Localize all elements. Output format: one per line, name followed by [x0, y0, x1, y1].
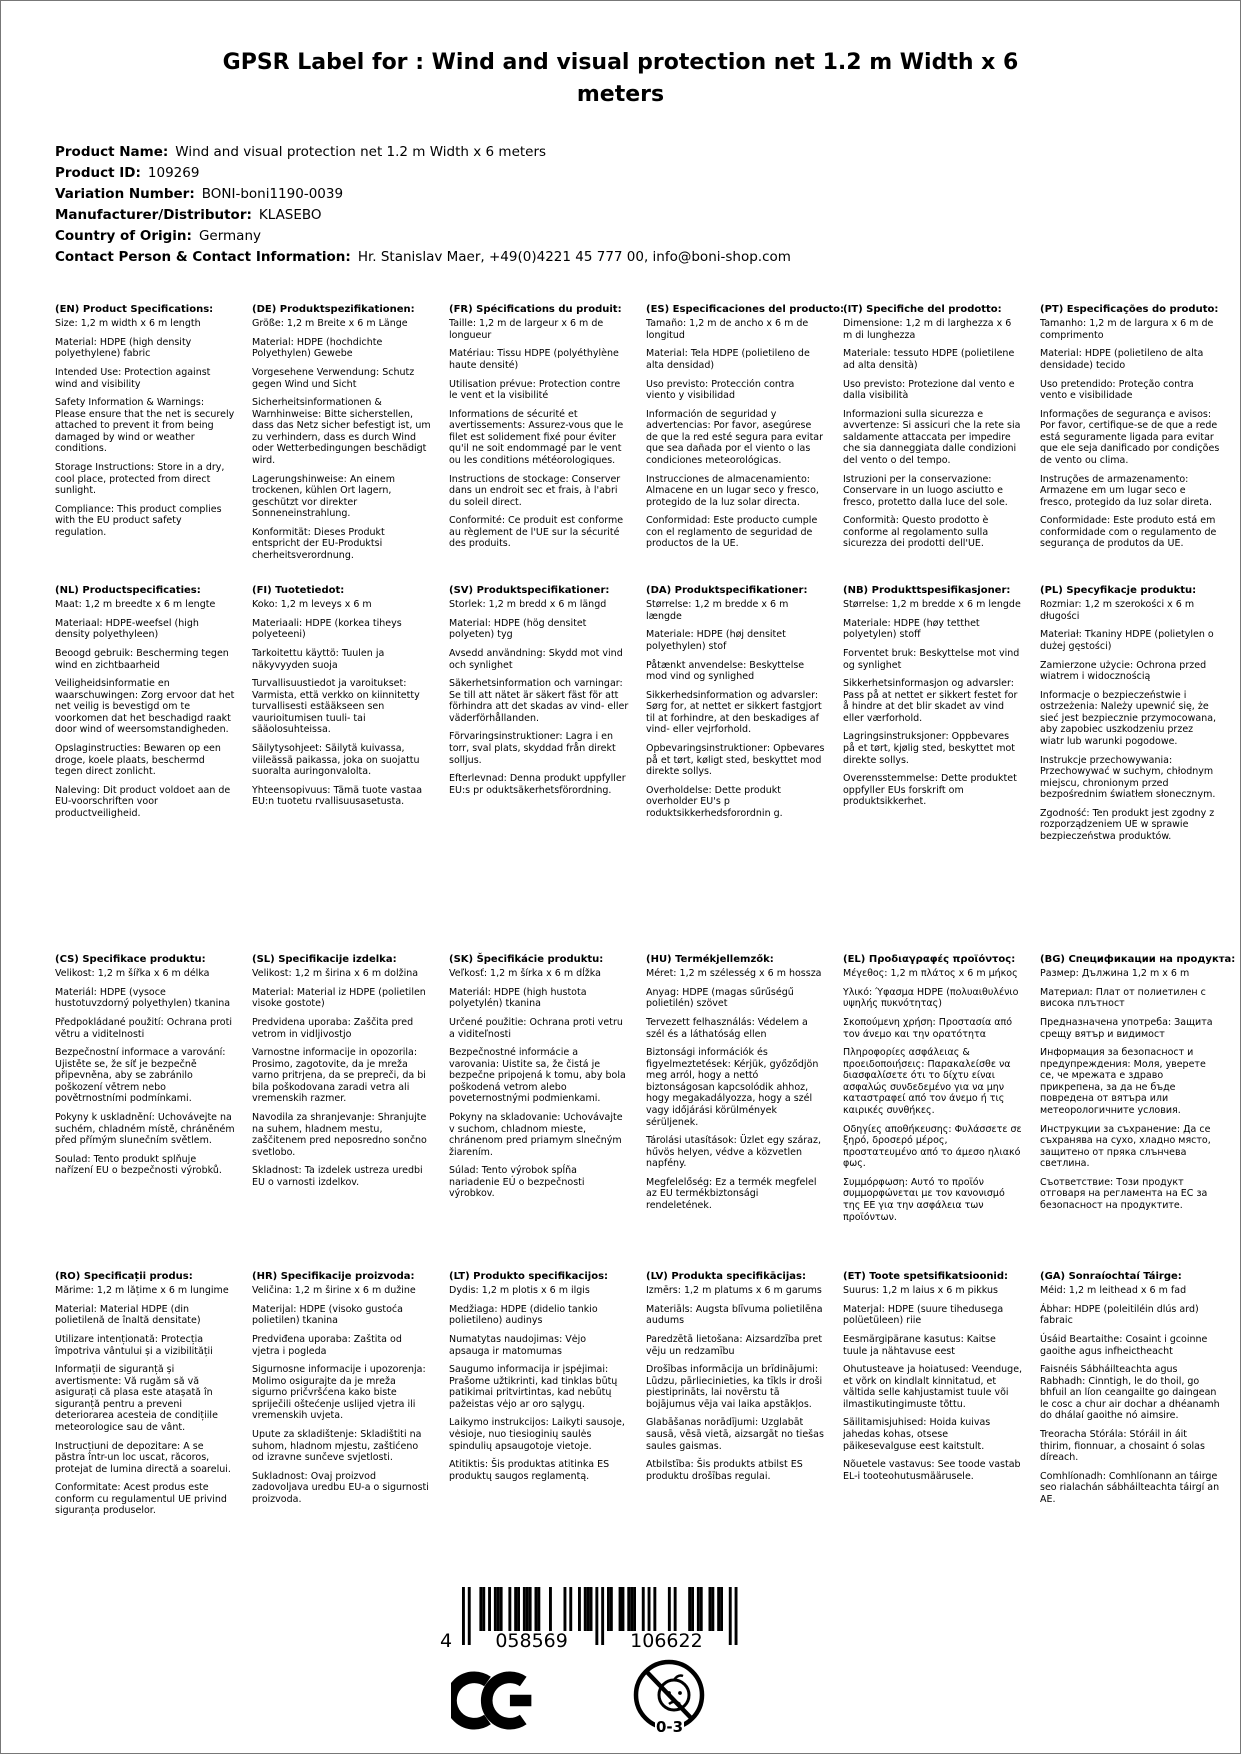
lang-block-paragraph: Istruzioni per la conservazione: Conservare in un luogo asciutto e fresco, protetto dalla luce del sole.: [843, 473, 1008, 508]
lang-block-paragraph: Ábhar: HDPE (poleitiléin dlús ard) fabraic: [1040, 1303, 1199, 1327]
lang-block-paragraph: Информация за безопасност и предупреждения: Моля, уверете се, че мрежата е здраво прикрепена, за да не бъде повредена от вятъра или метеорологичните условия.: [1040, 1047, 1206, 1116]
lang-block-paragraph: Compliance: This product complies with the EU product safety regulation.: [55, 503, 222, 538]
lang-block-paragraph: Beoogd gebruik: Bescherming tegen wind en zichtbaarheid: [55, 647, 229, 671]
lang-block-paragraph: Materiál: HDPE (vysoce hustotuvzdorný polyethylen) tkanina: [55, 986, 231, 1010]
lang-block-title: (PL) Specyfikacje produktu:: [1040, 585, 1197, 596]
lang-block: [646, 1271, 826, 1524]
lang-block-paragraph: Úsáid Beartaithe: Cosaint i gcoinne gaoithe agus infheictheacht: [1040, 1333, 1208, 1357]
lang-block-paragraph: Informations de sécurité et avertissements: Assurez-vous que le filet est solidement fixé pour éviter qu'il ne soit endommagé par le vent ou les conditions météorologiques.: [449, 408, 624, 466]
lang-block-paragraph: Materiale: HDPE (høy tetthet polyetylen) stoff: [843, 617, 980, 641]
lang-block-paragraph: Material: Material iz HDPE (polietilen visoke gostote): [252, 986, 426, 1010]
lang-block-paragraph: Atbilstība: Šis produkts atbilst ES produktu drošības regulai.: [646, 1459, 803, 1482]
lang-block: [55, 585, 235, 954]
lang-block: [1040, 304, 1220, 585]
lang-block-paragraph: Zgodność: Ten produkt jest zgodny z rozporządzeniem UE w sprawie bezpieczeństwa produktów.: [1040, 807, 1215, 843]
lang-block-paragraph: Opslaginstructies: Bewaren op een droge, koele plaats, beschermd tegen direct zonlicht.: [55, 742, 221, 778]
lang-block: [449, 585, 629, 954]
lang-block-paragraph: Pokyny k uskladnění: Uchovávejte na suchém, chladném místě, chráněném před přímým slunečním světlem.: [55, 1111, 235, 1147]
product-name-row: [55, 142, 791, 163]
lang-block-title: (GA) Sonraíochtaí Táirge:: [1040, 1271, 1182, 1282]
lang-block-paragraph: Materijal: HDPE (visoko gustoća polietilen) tkanina: [252, 1303, 403, 1327]
lang-block-paragraph: Tarkoitettu käyttö: Tuulen ja näkyvyyden suoja: [252, 647, 385, 671]
lang-block-title: (DE) Produktspezifikationen:: [252, 304, 415, 315]
lang-block-paragraph: Συμμόρφωση: Αυτό το προϊόν συμμορφώνεται με τον κανονισμό της ΕΕ για την ασφάλεια των προϊόντων.: [843, 1176, 1005, 1223]
lang-block-title: (HR) Specifikacije proizvoda:: [252, 1271, 415, 1282]
lang-block-paragraph: Megfelelőség: Ez a termék megfelel az EU termékbiztonsági rendeletének.: [646, 1176, 817, 1212]
lang-block-paragraph: Navodila za shranjevanje: Shranjujte na suhem, hladnem mestu, zaščitenem pred neposredno sončno svetlobo.: [252, 1111, 427, 1158]
lang-block-paragraph: Velikost: 1,2 m šířka x 6 m délka: [55, 968, 210, 980]
lang-block-paragraph: Uso pretendido: Proteção contra vento e visibilidade: [1040, 378, 1194, 402]
lang-block-paragraph: Conformidad: Este producto cumple con el reglamento de seguridad de productos de la UE.: [646, 515, 818, 550]
lang-block-paragraph: Lagerungshinweise: An einem trockenen, kühlen Ort lagern, geschützt vor direkter Sonneneinstrahlung.: [252, 473, 396, 520]
lang-block-paragraph: Υλικό: Ύφασμα HDPE (πολυαιθυλένιο υψηλής πυκνότητας): [843, 986, 1019, 1010]
country-of-origin-row: [55, 226, 791, 247]
lang-block-paragraph: Sikkerhetsinformasjon og advarsler: Pass på at nettet er sikkert festet for å hindre at det blir skadet av vind eller værforhold.: [843, 678, 1018, 724]
lang-block-title: (PT) Especificações do produto:: [1040, 304, 1219, 315]
lang-block-paragraph: Naleving: Dit product voldoet aan de EU-voorschriften voor productveiligheid.: [55, 784, 231, 819]
lang-block-paragraph: Suurus: 1,2 m laius x 6 m pikkus: [843, 1285, 998, 1297]
lang-block-paragraph: Varnostne informacije in opozorila: Prosimo, zagotovite, da je mreža varno pritrjena, da se prepreči, da bi bila poškodovana zaradi vetra ali vremenskih razmer.: [252, 1047, 426, 1105]
lang-block-paragraph: Méid: 1,2 m leithead x 6 m fad: [1040, 1285, 1187, 1297]
lang-block: [55, 1271, 235, 1524]
lang-block-paragraph: Sikkerhedsinformation og advarsler: Sørg for, at nettet er sikkert fastgjort til at forhindre, at den beskadiges af vind- eller vejrforhold.: [646, 689, 822, 736]
lang-block-title: (LT) Produkto specifikacijos:: [449, 1271, 609, 1282]
lang-block-title: (BG) Спецификации на продукта:: [1040, 954, 1236, 965]
lang-block-title: (SK) Špecifikácie produktu:: [449, 954, 604, 965]
lang-block-paragraph: Nõuetele vastavus: See toode vastab EL-i tooteohutusmäärusele.: [843, 1459, 1021, 1482]
lang-block: [252, 1271, 432, 1524]
lang-block: [55, 304, 235, 585]
lang-block-paragraph: Utilisation prévue: Protection contre le vent et la visibilité: [449, 378, 621, 402]
lang-block-title: (FR) Spécifications du produit:: [449, 304, 622, 315]
lang-block-paragraph: Informações de segurança e avisos: Por favor, certifique-se de que a rede está seguramente ligada para evitar que ele seja danificado por condições de vento ou clima.: [1040, 408, 1220, 466]
lang-block-paragraph: Предназначена употреба: Защита срещу вятър и видимост: [1040, 1016, 1213, 1040]
lang-block-paragraph: Medžiaga: HDPE (didelio tankio polietileno) audinys: [449, 1303, 598, 1327]
lang-block-paragraph: Veiligheidsinformatie en waarschuwingen: Zorg ervoor dat het net veilig is bevestigd om te voorkomen dat het beschadigd raakt door wind of weersomstandigheden.: [55, 678, 235, 736]
lang-block-paragraph: Съответствие: Този продукт отговаря на регламента на ЕС за безопасност на продуктите.: [1040, 1176, 1208, 1212]
lang-block-paragraph: Material: Material HDPE (din polietilenă de înaltă densitate): [55, 1303, 201, 1327]
lang-block-paragraph: Informazioni sulla sicurezza e avvertenze: Si assicuri che la rete sia saldamente attaccata per impedire che sia danneggiata dalle condizioni del vento o del tempo.: [843, 408, 1021, 466]
lang-block-title: (NL) Productspecificaties:: [55, 585, 201, 596]
lang-block-paragraph: Materiale: HDPE (høj densitet polyethylen) stof: [646, 629, 786, 652]
lang-block-paragraph: Sicherheitsinformationen & Warnhinweise: Bitte sicherstellen, dass das Netz sicher befestigt ist, um zu verhindern, dass es durch Wind oder Wetterbedingungen beschädigt wird.: [252, 397, 431, 466]
variation-number-row: [55, 184, 791, 205]
language-grid: [55, 304, 1236, 1524]
lang-block-paragraph: Anyag: HDPE (magas sűrűségű polietilén) szövet: [646, 986, 794, 1010]
lang-block-paragraph: Μέγεθος: 1,2 m πλάτος x 6 m μήκος: [843, 968, 1018, 980]
lang-block-paragraph: Vorgesehene Verwendung: Schutz gegen Wind und Sicht: [252, 366, 415, 390]
lang-block-paragraph: Bezpečnostní informace a varování: Ujistěte se, že síť je bezpečně připevněna, aby se zabránilo poškození větrem nebo povětrnostními podmínkami.: [55, 1047, 226, 1105]
lang-block-paragraph: Material: HDPE (hög densitet polyeten) tyg: [449, 617, 587, 641]
lang-block-title: (FI) Tuotetiedot:: [252, 585, 345, 596]
lang-block-paragraph: Tervezett felhasználás: Védelem a szél és a láthatóság ellen: [646, 1016, 808, 1040]
lang-block-paragraph: Instruções de armazenamento: Armazene em um lugar seco e fresco, protegido da luz solar direta.: [1040, 473, 1213, 508]
lang-block-title: (IT) Specifiche del prodotto:: [843, 304, 1002, 315]
lang-block-title: (EL) Προδιαγραφές προϊόντος:: [843, 954, 1016, 965]
lang-block-paragraph: Overensstemmelse: Dette produktet oppfyller EUs forskrift om produktsikkerhet.: [843, 773, 1017, 808]
product-info: [55, 142, 791, 268]
lang-block-paragraph: Οδηγίες αποθήκευσης: Φυλάσσετε σε ξηρό, δροσερό μέρος, προστατευμένο από το άμεσο ηλιακό φως.: [843, 1123, 1022, 1170]
lang-block: [1040, 585, 1220, 954]
lang-block: [449, 304, 629, 585]
lang-block-title: (DA) Produktspecifikationer:: [646, 585, 808, 596]
lang-block-paragraph: Comhlíonadh: Comhlíonann an táirge seo rialachán sábháilteachta táirgí an AE.: [1040, 1470, 1220, 1505]
lang-block-paragraph: Materiaali: HDPE (korkea tiheys polyeteeni): [252, 617, 402, 641]
lang-block-paragraph: Storlek: 1,2 m bredd x 6 m längd: [449, 599, 607, 611]
lang-block-title: (ES) Especificaciones del producto:: [646, 304, 845, 315]
lang-block-paragraph: Dimensione: 1,2 m di larghezza x 6 m di lunghezza: [843, 318, 1012, 341]
lang-block: [55, 954, 235, 1271]
lang-block: [449, 954, 629, 1271]
lang-block: [252, 304, 432, 585]
lang-block-paragraph: Instrucciones de almacenamiento: Almacene en un lugar seco y fresco, protegido de la luz solar directa.: [646, 473, 819, 508]
lang-block-paragraph: Safety Information & Warnings: Please ensure that the net is securely attached to prevent it from being damaged by wind or weather conditions.: [55, 397, 235, 455]
lang-block-paragraph: Konformität: Dieses Produkt entspricht der EU-Produktsi cherheitsverordnung.: [252, 526, 385, 562]
lang-block-paragraph: Información de seguridad y advertencias: Por favor, asegúrese de que la red esté segura para evitar que sea dañada por el viento o las condiciones meteorológicas.: [646, 408, 824, 466]
lang-block-paragraph: Størrelse: 1,2 m bredde x 6 m længde: [646, 599, 789, 622]
lang-block-paragraph: Koko: 1,2 m leveys x 6 m: [252, 599, 372, 611]
lang-block-paragraph: Materiaal: HDPE-weefsel (high density polyethyleen): [55, 617, 199, 641]
field-label: Contact Person & Contact Information:: [55, 249, 351, 265]
lang-block-paragraph: Numatytas naudojimas: Vėjo apsauga ir matomumas: [449, 1333, 587, 1357]
field-label: Product Name:: [55, 144, 169, 160]
lang-block-paragraph: Tamanho: 1,2 m de largura x 6 m de comprimento: [1040, 318, 1214, 341]
lang-block-title: (CS) Specifikace produktu:: [55, 954, 206, 965]
lang-block-paragraph: Taille: 1,2 m de largeur x 6 m de longueur: [449, 318, 604, 341]
product-id-row: [55, 163, 791, 184]
lang-block-paragraph: Material: Tela HDPE (polietileno de alta densidad): [646, 348, 810, 371]
lang-block-paragraph: Materiale: tessuto HDPE (polietilene ad alta densità): [843, 348, 1015, 371]
lang-block-paragraph: Intended Use: Protection against wind and visibility: [55, 366, 211, 390]
ean-barcode: [438, 1587, 740, 1653]
lang-block-paragraph: Saugumo informacija ir įspėjimai: Prašome užtikrinti, kad tinklas būtų patikimai pritvirtintas, kad nebūtų pažeistas vėjo ar oro sąlygų.: [449, 1364, 618, 1410]
field-label: Product ID:: [55, 165, 141, 181]
lang-block-paragraph: Conformité: Ce produit est conforme au règlement de l'UE sur la sécurité des produits.: [449, 515, 624, 550]
lang-block-paragraph: Størrelse: 1,2 m bredde x 6 m lengde: [843, 599, 1021, 611]
lang-block: [843, 954, 1023, 1271]
lang-block-paragraph: Predviđena uporaba: Zaštita od vjetra i pogleda: [252, 1333, 402, 1357]
lang-block-paragraph: Laikymo instrukcijos: Laikyti sausoje, vėsioje, nuo tiesioginių saulės spindulių apsaugotoje vietoje.: [449, 1417, 625, 1452]
lang-block-paragraph: Turvallisuustiedot ja varoitukset: Varmista, että verkko on kiinnitetty turvallisesti estääkseen sen vaurioitumisen tuuli- tai sääolosuhteissa.: [252, 678, 420, 736]
lang-block-paragraph: Informații de siguranță și avertismente: Vă rugăm să vă asigurați că plasa este atașată în siguranță pentru a preveni deteriorarea acesteia de condițiile meteorologice sau de vânt.: [55, 1364, 218, 1433]
lang-block-paragraph: Material: HDPE (hochdichte Polyethylen) Gewebe: [252, 336, 383, 360]
lang-block-paragraph: Utilizare intenționată: Protecția împotriva vântului și a vizibilității: [55, 1333, 213, 1357]
lang-block-title: (NB) Produkttspesifikasjoner:: [843, 585, 1011, 596]
lang-block-paragraph: Materiāls: Augsta blīvuma polietilēna audums: [646, 1303, 823, 1327]
lang-block-title: (ET) Toote spetsifikatsioonid:: [843, 1271, 1009, 1282]
lang-block-paragraph: Storage Instructions: Store in a dry, cool place, protected from direct sunlight.: [55, 461, 225, 497]
field-label: Variation Number:: [55, 186, 195, 202]
svg-text:4: 4: [440, 1630, 453, 1652]
lang-block-paragraph: Instrucțiuni de depozitare: A se păstra într-un loc uscat, răcoros, protejat de lumina directă a soarelui.: [55, 1440, 231, 1475]
lang-block-paragraph: Materjal: HDPE (suure tihedusega polüetüleen) riie: [843, 1303, 1004, 1327]
lang-block-paragraph: Инструкции за съхранение: Да се съхранява на сухо, хладно място, защитено от пряка слънчева светлина.: [1040, 1123, 1211, 1170]
lang-block-paragraph: Säilitamisjuhised: Hoida kuivas jahedas kohas, otsese päikesevalguse eest kaitstult.: [843, 1417, 991, 1452]
lang-block: [449, 1271, 629, 1524]
lang-block-paragraph: Skladnost: Ta izdelek ustreza uredbi EU o varnosti izdelkov.: [252, 1165, 423, 1188]
lang-block-paragraph: Uso previsto: Protección contra viento y visibilidad: [646, 378, 795, 402]
lang-block-paragraph: Efterlevnad: Denna produkt uppfyller EU:s pr oduktsäkerhetsförordning.: [449, 773, 626, 796]
lang-block-paragraph: Velikost: 1,2 m širina x 6 m dolžina: [252, 968, 419, 980]
lang-block-paragraph: Instrukcje przechowywania: Przechowywać w suchym, chłodnym miejscu, chronionym przed bezpośrednim światłem słonecznym.: [1040, 754, 1216, 801]
lang-block-paragraph: Påtænkt anvendelse: Beskyttelse mod vind og synlighed: [646, 659, 805, 683]
lang-block-paragraph: Opbevaringsinstruktioner: Opbevares på et tørt, køligt sted, beskyttet mod direkte sollys.: [646, 742, 825, 778]
lang-block-paragraph: Veľkosť: 1,2 m šírka x 6 m dĺžka: [449, 968, 601, 980]
lang-block-paragraph: Lagringsinstruksjoner: Oppbevares på et tørt, kjølig sted, beskyttet mot direkte sollys.: [843, 731, 1015, 766]
lang-block: [1040, 1271, 1220, 1524]
lang-block-paragraph: Pokyny na skladovanie: Uchovávajte v suchom, chladnom mieste, chránenom pred priamym slnečným žiarením.: [449, 1111, 623, 1158]
lang-block-paragraph: Material: HDPE (polietileno de alta densidade) tecido: [1040, 348, 1204, 371]
lang-block-paragraph: Säilytysohjeet: Säilytä kuivassa, viileässä paikassa, joka on suojattu suoralta auringonvalolta.: [252, 742, 420, 778]
lang-block-paragraph: Σκοπούμενη χρήση: Προστασία από τον άνεμο και την ορατότητα: [843, 1016, 1013, 1040]
lang-block-paragraph: Forventet bruk: Beskyttelse mot vind og synlighet: [843, 647, 1020, 671]
lang-block-paragraph: Förvaringsinstruktioner: Lagra i en torr, sval plats, skyddad från direkt solljus.: [449, 731, 616, 766]
lang-block-paragraph: Yhteensopivuus: Tämä tuote vastaa EU:n tuotetu rvallisuusasetusta.: [252, 784, 423, 808]
lang-block-paragraph: Материал: Плат от полиетилен с висока плътност: [1040, 986, 1206, 1010]
lang-block-paragraph: Matériau: Tissu HDPE (polyéthylène haute densité): [449, 348, 619, 371]
lang-block-paragraph: Upute za skladištenje: Skladištiti na suhom, hladnom mjestu, zaštićeno od izravne sunčeve svjetlosti.: [252, 1428, 422, 1464]
lang-block-paragraph: Uso previsto: Protezione dal vento e dalla visibilità: [843, 378, 1015, 402]
lang-block-paragraph: Dydis: 1,2 m plotis x 6 m ilgis: [449, 1285, 590, 1297]
lang-block-paragraph: Avsedd användning: Skydd mot vind och synlighet: [449, 647, 623, 671]
lang-block-paragraph: Größe: 1,2 m Breite x 6 m Länge: [252, 318, 408, 330]
field-value: Hr. Stanislav Maer, +49(0)4221 45 777 00, info@boni-shop.com: [357, 249, 791, 265]
lang-block-paragraph: Paredzētā lietošana: Aizsardzība pret vēju un redzamību: [646, 1333, 823, 1357]
lang-block: [843, 1271, 1023, 1524]
lang-block-paragraph: Materiál: HDPE (high hustota polyetylén) tkanina: [449, 986, 587, 1010]
lang-block-paragraph: Conformità: Questo prodotto è conforme al regolamento sulla sicurezza dei prodotti dell'UE.: [843, 515, 989, 550]
lang-block-paragraph: Biztonsági információk és figyelmeztetések: Kérjük, győződjön meg arról, hogy a nettó biztonságosan kapcsolódik ahhoz, hogy megakadályozza, hogy a szél vagy időjárási körülmények sérüljenek.: [646, 1047, 819, 1128]
lang-block: [646, 954, 826, 1271]
manufacturer-row: [55, 205, 791, 226]
lang-block-title: (SL) Specifikacije izdelka:: [252, 954, 397, 965]
lang-block-title: (LV) Produkta specifikācijas:: [646, 1271, 806, 1282]
lang-block-paragraph: Eesmärgipärane kasutus: Kaitse tuule ja nähtavuse eest: [843, 1333, 996, 1357]
lang-block-paragraph: Izmērs: 1,2 m platums x 6 m garums: [646, 1285, 822, 1297]
lang-block-paragraph: Glabāšanas norādījumi: Uzglabāt sausā, vēsā vietā, aizsargāt no tiešas saules gaismas.: [646, 1417, 824, 1452]
lang-block-paragraph: Conformitate: Acest produs este conform cu regulamentul UE privind siguranța produselor.: [55, 1482, 227, 1517]
lang-block-paragraph: Faisnéis Sábháilteachta agus Rabhadh: Cinntigh, le do thoil, go bhfuil an líon ceangailte go daingean le cosc a chur air dochar a dhéanamh do dhálaí gaoithe nó aimsire.: [1040, 1364, 1220, 1422]
lang-block: [646, 304, 845, 585]
lang-block-paragraph: Instructions de stockage: Conserver dans un endroit sec et frais, à l'abri du soleil direct.: [449, 473, 621, 508]
lang-block-paragraph: Treoracha Stórála: Stóráil in áit thirim, fionnuar, a chosaint ó solas díreach.: [1040, 1428, 1205, 1464]
lang-block-paragraph: Atitiktis: Šis produktas atitinka ES produktų saugos reglamentą.: [449, 1459, 610, 1482]
lang-block-paragraph: Tárolási utasítások: Üzlet egy száraz, hűvös helyen, védve a közvetlen napfény.: [646, 1135, 821, 1170]
lang-block-title: (SV) Produktspecifikationer:: [449, 585, 610, 596]
lang-block-paragraph: Informacje o bezpieczeństwie i ostrzeżenia: Należy upewnić się, że sieć jest bezpiecznie przymocowana, aby zapobiec uszkodzeniu przez wiatr lub warunki pogodowe.: [1040, 689, 1217, 747]
lang-block: [646, 585, 826, 954]
svg-text:106622: 106622: [630, 1630, 703, 1652]
lang-block-paragraph: Size: 1,2 m width x 6 m length: [55, 318, 201, 330]
lang-block: [252, 585, 432, 954]
field-label: Country of Origin:: [55, 228, 192, 244]
lang-block-paragraph: Säkerhetsinformation och varningar: Se till att nätet är säkert fäst för att förhindra att det skadas av vind- eller väderförhållanden.: [449, 678, 629, 724]
field-value: KLASEBO: [258, 207, 322, 223]
age-warning-0-3-icon: [631, 1657, 707, 1745]
lang-block-title: (EN) Product Specifications:: [55, 304, 214, 315]
lang-block-paragraph: Material: HDPE (high density polyethylene) fabric: [55, 336, 192, 360]
lang-block-paragraph: Bezpečnostné informácie a varovania: Uistite sa, že čistá je bezpečne pripojená k tomu, aby bola poškodená vetrom alebo poveternostnými podmienkami.: [449, 1047, 626, 1105]
age-warning-text: 0-3: [655, 1718, 684, 1736]
lang-block-paragraph: Veličina: 1,2 m širine x 6 m dužine: [252, 1285, 416, 1297]
ce-mark-icon: [451, 1669, 551, 1736]
lang-block-paragraph: Méret: 1,2 m szélesség x 6 m hossza: [646, 968, 822, 980]
svg-text:058569: 058569: [495, 1630, 568, 1652]
lang-block-paragraph: Sukladnost: Ovaj proizvod zadovoljava uredbu EU-a o sigurnosti proizvoda.: [252, 1470, 429, 1505]
ean-barcode-block: [438, 1587, 740, 1657]
lang-block-paragraph: Předpokládané použití: Ochrana proti větru a viditelnosti: [55, 1016, 232, 1040]
lang-block-paragraph: Zamierzone użycie: Ochrona przed wiatrem i widocznością: [1040, 659, 1207, 683]
lang-block-paragraph: Drošības informācija un brīdinājumi: Lūdzu, pārliecinieties, ka tīkls ir droši piestiprināts, lai novērstu tā bojājumus vēja vai laika apstākļos.: [646, 1364, 823, 1410]
lang-block-paragraph: Materiał: Tkaniny HDPE (polietylen o dużej gęstości): [1040, 629, 1214, 652]
lang-block: [252, 954, 432, 1271]
field-value: BONI-boni1190-0039: [201, 186, 344, 202]
lang-block-paragraph: Tamaño: 1,2 m de ancho x 6 m de longitud: [646, 318, 809, 341]
lang-block-paragraph: Sigurnosne informacije i upozorenja: Molimo osigurajte da je mreža sigurno pričvršćena kako biste spriječili oštećenje uslijed vjetra ili vremenskih uvjeta.: [252, 1364, 426, 1422]
contact-row: [55, 247, 791, 268]
lang-block-paragraph: Размер: Дължина 1,2 m x 6 m: [1040, 968, 1190, 980]
lang-block-title: (RO) Specificații produs:: [55, 1271, 193, 1282]
field-value: Wind and visual protection net 1.2 m Width x 6 meters: [175, 144, 547, 160]
lang-block-paragraph: Súlad: Tento výrobok spĺňa nariadenie EÚ o bezpečnosti výrobkov.: [449, 1165, 585, 1200]
lang-block-paragraph: Soulad: Tento produkt splňuje nařízení EU o bezpečnosti výrobků.: [55, 1153, 222, 1177]
page-title: GPSR Label for : Wind and visual protection net 1.2 m Width x 6 meters: [222, 50, 1019, 107]
lang-block-title: (HU) Termékjellemzők:: [646, 954, 774, 965]
lang-block-paragraph: Predvidena uporaba: Zaščita pred vetrom in vidljivostjo: [252, 1016, 414, 1040]
lang-block-paragraph: Conformidade: Este produto está em conformidade com o regulamento de segurança de produtos da UE.: [1040, 515, 1217, 550]
lang-block: [843, 304, 1023, 585]
lang-block-paragraph: Πληροφορίες ασφάλειας & προειδοποιήσεις: Παρακαλείσθε να διασφαλίσετε ότι το δίχτυ είναι ασφαλώς συνδεδεμένο για να μην καταστραφεί από τον άνεμο ή τις καιρικές συνθήκες.: [843, 1047, 1011, 1116]
lang-block-paragraph: Rozmiar: 1,2 m szerokości x 6 m długości: [1040, 599, 1195, 622]
field-label: Manufacturer/Distributor:: [55, 207, 252, 223]
lang-block-paragraph: Maat: 1,2 m breedte x 6 m lengte: [55, 599, 216, 611]
lang-block: [843, 585, 1023, 954]
lang-block-paragraph: Mărime: 1,2 m lățime x 6 m lungime: [55, 1285, 229, 1297]
lang-block-paragraph: Overholdelse: Dette produkt overholder EU's p roduktsikkerhedsforordnin g.: [646, 784, 783, 819]
lang-block: [1040, 954, 1236, 1271]
lang-block-paragraph: Ohutusteave ja hoiatused: Veenduge, et võrk on kindlalt kinnitatud, et vältida selle kahjustamist tuule või ilmastikutingimuste tõttu.: [843, 1364, 1023, 1410]
field-value: 109269: [147, 165, 200, 181]
field-value: Germany: [198, 228, 261, 244]
lang-block-paragraph: Určené použitie: Ochrana proti vetru a viditeľnosti: [449, 1016, 623, 1040]
